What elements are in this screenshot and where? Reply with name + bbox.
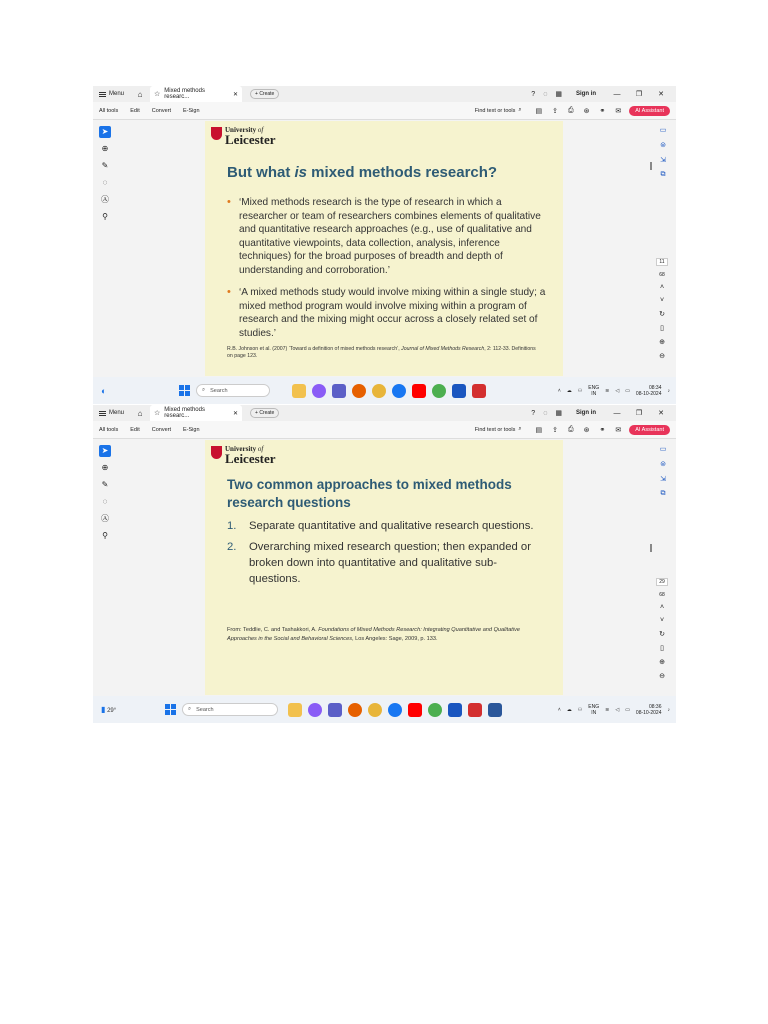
stamp-tool-icon[interactable]: ⚲ xyxy=(102,531,108,540)
page-navigation xyxy=(654,258,670,360)
copy-icon[interactable]: ⧉ xyxy=(660,171,666,178)
copilot-icon[interactable] xyxy=(308,703,322,717)
taskbar-search[interactable]: ⌕ Search xyxy=(196,384,270,397)
restore-icon[interactable]: ❐ xyxy=(635,91,643,98)
file-icon[interactable]: ▤ xyxy=(535,107,543,115)
system-tray xyxy=(558,704,670,716)
weather-icon[interactable]: ◐ xyxy=(101,385,107,396)
create-button[interactable]: + Create xyxy=(250,408,279,418)
wifi-icon[interactable]: ≋ xyxy=(605,387,610,394)
scrollbar-thumb[interactable] xyxy=(650,544,652,552)
right-panel-rail xyxy=(656,445,670,498)
search-icon: ⌕ xyxy=(202,387,206,393)
print-icon[interactable]: ⎙ xyxy=(568,106,574,114)
menu-edit[interactable]: Edit xyxy=(130,107,140,114)
people-icon[interactable]: ⚇ xyxy=(577,387,583,394)
reference-note: R.B. Johnson et al. (2007) ‘Toward a definition of mixed methods research’, Journal of Mixed Methods Research, 2: 112-33. Definitions on page 123. xyxy=(227,346,536,359)
help-icon[interactable]: ? xyxy=(531,409,536,417)
share-icon[interactable]: ⊛ xyxy=(583,107,590,115)
cloud-icon[interactable]: ☁ xyxy=(566,387,572,394)
teams-icon[interactable] xyxy=(332,384,346,398)
sign-in-button[interactable]: Sign in xyxy=(576,91,596,97)
bell-icon[interactable]: ♪ xyxy=(667,706,670,713)
page-fit-icon[interactable]: ▯ xyxy=(660,325,664,332)
menu-e-sign[interactable]: E-Sign xyxy=(183,107,200,114)
print-icon[interactable]: ⎙ xyxy=(568,425,574,433)
taskbar-search[interactable]: ⌕ Search xyxy=(182,703,278,716)
select-tool-icon[interactable]: ➤ xyxy=(99,126,111,138)
clock[interactable]: 08:36 08-10-2024 xyxy=(635,703,662,716)
home-icon[interactable]: ⌂ xyxy=(137,89,143,99)
menu-edit[interactable]: Edit xyxy=(130,426,140,433)
close-window-icon[interactable]: ✕ xyxy=(658,410,664,417)
copilot-icon[interactable] xyxy=(312,384,326,398)
acrobat-icon[interactable] xyxy=(468,703,482,717)
browser-icon[interactable] xyxy=(432,384,446,398)
mail-icon[interactable]: ✉ xyxy=(615,107,622,115)
notification-icon[interactable]: ◌ xyxy=(543,409,548,417)
chrome-icon[interactable] xyxy=(372,384,386,398)
upload-icon[interactable]: ⇪ xyxy=(552,107,559,115)
menu-button[interactable]: Menu xyxy=(99,91,131,97)
l-app-icon[interactable] xyxy=(448,703,462,717)
weather-widget[interactable]: ▮ 29° xyxy=(101,705,117,714)
list-item: • ‘Mixed methods research is the type of research in which a researcher or team of researchers combines elements of qualitative and quantitative research approaches (e.g., use of qualitative and quantitative viewpoints, data collection, analysis, inference techniques) for the broad purposes of breadth and depth of understanding and corroboration.’ xyxy=(227,196,547,277)
tab-title: Mixed methods researc... xyxy=(164,88,205,100)
menu-button[interactable]: Menu xyxy=(99,410,131,416)
zoom-out-icon[interactable]: ⊖ xyxy=(659,353,665,360)
l-app-icon[interactable] xyxy=(452,384,466,398)
facebook-icon[interactable] xyxy=(392,384,406,398)
windows-start-icon[interactable] xyxy=(165,704,176,715)
left-tool-rail xyxy=(98,126,112,223)
youtube-icon[interactable] xyxy=(412,384,426,398)
firefox-icon[interactable] xyxy=(352,384,366,398)
text-tool-icon[interactable]: Ⓐ xyxy=(101,514,109,523)
search-icon: ⌕ xyxy=(518,107,522,113)
hamburger-icon xyxy=(99,411,106,416)
bookmark-icon[interactable]: ⊜ xyxy=(660,142,666,149)
volume-icon[interactable]: ◁ xyxy=(615,706,620,713)
taskbar xyxy=(93,696,676,723)
chrome-icon[interactable] xyxy=(368,703,382,717)
windows-start-icon[interactable] xyxy=(179,385,190,396)
language-indicator[interactable]: ENG IN xyxy=(588,703,600,716)
notification-icon[interactable]: ◌ xyxy=(543,90,548,98)
slide-title: But what is mixed methods research? xyxy=(227,164,498,181)
university-logo: University of Leicester xyxy=(211,446,276,465)
apps-grid-icon[interactable]: ▦ xyxy=(555,91,562,98)
apps-grid-icon[interactable]: ▦ xyxy=(555,410,562,417)
refresh-icon[interactable]: ↻ xyxy=(659,631,665,638)
mail-icon[interactable]: ✉ xyxy=(615,426,622,434)
weather-icon: ▮ xyxy=(101,705,106,714)
right-panel-rail xyxy=(656,126,670,179)
university-logo: University of Leicester xyxy=(211,127,276,146)
share-icon[interactable]: ⊛ xyxy=(583,426,590,434)
firefox-icon[interactable] xyxy=(348,703,362,717)
page-fit-icon[interactable]: ▯ xyxy=(660,645,664,652)
document-tab[interactable] xyxy=(150,405,242,421)
language-indicator[interactable]: ENG IN xyxy=(588,384,600,397)
close-tab-icon[interactable]: ✕ xyxy=(232,91,238,98)
page-navigation xyxy=(654,578,670,680)
approaches-list xyxy=(227,518,542,592)
scrollbar-thumb[interactable] xyxy=(650,162,652,170)
link-icon[interactable]: ⚭ xyxy=(599,107,606,115)
file-explorer-icon[interactable] xyxy=(288,703,302,717)
slide-page xyxy=(205,121,563,376)
screenshot-2 xyxy=(93,405,676,723)
link-icon[interactable]: ⚭ xyxy=(599,426,606,434)
youtube-icon[interactable] xyxy=(408,703,422,717)
lasso-tool-icon[interactable]: ◌ xyxy=(102,497,108,506)
pen-tool-icon[interactable]: ✎ xyxy=(101,480,109,489)
tab-title: Mixed methods researc... xyxy=(164,407,205,419)
browser-icon[interactable] xyxy=(428,703,442,717)
screenshot-1 xyxy=(93,86,676,404)
chevron-up-icon[interactable]: ˄ xyxy=(557,706,561,713)
file-icon[interactable]: ▤ xyxy=(535,426,543,434)
taskbar-apps xyxy=(288,703,502,717)
export-icon[interactable]: ⇲ xyxy=(660,157,666,164)
home-icon[interactable]: ⌂ xyxy=(137,408,143,418)
minimize-icon[interactable]: — xyxy=(613,409,621,417)
minimize-icon[interactable]: — xyxy=(613,90,621,98)
left-tool-rail xyxy=(98,445,112,542)
chevron-up-icon[interactable]: ˄ xyxy=(659,284,665,291)
chevron-down-icon[interactable]: ˅ xyxy=(659,297,665,304)
find-tools[interactable]: Find text or tools ⌕ xyxy=(474,426,522,433)
star-icon[interactable]: ☆ xyxy=(154,410,161,417)
taskbar-apps xyxy=(292,384,486,398)
file-explorer-icon[interactable] xyxy=(292,384,306,398)
ai-assistant-button[interactable]: AI Assistant xyxy=(629,425,670,435)
comment-icon[interactable]: ▭ xyxy=(659,127,667,134)
wifi-icon[interactable]: ≋ xyxy=(605,706,610,713)
battery-icon[interactable]: ▭ xyxy=(625,387,630,394)
chevron-up-icon[interactable]: ˄ xyxy=(557,387,561,394)
list-item: • ‘A mixed methods study would involve mixing within a single study; a mixed method program would involve mixing within a program of research and the mixing might occur across a closely related set of studies.’ xyxy=(227,286,547,340)
shield-icon xyxy=(211,127,222,140)
zoom-tool-icon[interactable]: ⊕ xyxy=(101,144,109,153)
bookmark-icon[interactable]: ⊜ xyxy=(660,461,666,468)
ai-assistant-button[interactable]: AI Assistant xyxy=(629,106,670,116)
system-tray xyxy=(558,385,670,397)
main-toolbar xyxy=(93,102,676,120)
comment-icon[interactable]: ▭ xyxy=(659,446,667,453)
chevron-down-icon[interactable]: ˅ xyxy=(659,617,665,624)
current-page[interactable]: 11 xyxy=(656,258,668,266)
shield-icon xyxy=(211,446,222,459)
document-tab[interactable] xyxy=(150,86,242,102)
zoom-in-icon[interactable]: ⊕ xyxy=(659,339,665,346)
find-tools[interactable]: Find text or tools ⌕ xyxy=(474,107,522,114)
reference-note: From: Teddlie, C. and Tashakkori, A. Foundations of Mixed Methods Research: Integrating Quantitative and Qualitative Approaches in the Social and Behavioral Sciences, Los Angeles: Sage, 2009, p. 133. xyxy=(227,627,521,642)
zoom-in-icon[interactable]: ⊕ xyxy=(659,659,665,666)
volume-icon[interactable]: ◁ xyxy=(615,387,620,394)
title-bar xyxy=(93,86,676,102)
chevron-up-icon[interactable]: ˄ xyxy=(659,604,665,611)
menu-convert[interactable]: Convert xyxy=(151,426,172,433)
close-window-icon[interactable]: ✕ xyxy=(658,91,664,98)
menu-all-tools[interactable]: All tools xyxy=(99,426,119,433)
bell-icon[interactable]: ♪ xyxy=(667,387,670,394)
cloud-icon[interactable]: ☁ xyxy=(566,706,572,713)
close-tab-icon[interactable]: ✕ xyxy=(232,410,238,417)
menu-all-tools[interactable]: All tools xyxy=(99,107,119,114)
facebook-icon[interactable] xyxy=(388,703,402,717)
search-icon: ⌕ xyxy=(518,426,522,432)
text-tool-icon[interactable]: Ⓐ xyxy=(101,195,109,204)
total-pages: 68 xyxy=(659,272,665,278)
restore-icon[interactable]: ❐ xyxy=(635,410,643,417)
stamp-tool-icon[interactable]: ⚲ xyxy=(102,212,108,221)
create-button[interactable]: + Create xyxy=(250,89,279,99)
main-toolbar xyxy=(93,421,676,439)
export-icon[interactable]: ⇲ xyxy=(660,476,666,483)
people-icon[interactable]: ⚇ xyxy=(577,706,583,713)
help-icon[interactable]: ? xyxy=(531,90,536,98)
battery-icon[interactable]: ▭ xyxy=(625,706,630,713)
teams-icon[interactable] xyxy=(328,703,342,717)
list-item: 2. Overarching mixed research question; then expanded or broken down into quantitative and qualitative sub-questions. xyxy=(227,541,531,585)
total-pages: 68 xyxy=(659,592,665,598)
list-item: 1. Separate quantitative and qualitative research questions. xyxy=(227,520,534,532)
acrobat-icon[interactable] xyxy=(472,384,486,398)
lasso-tool-icon[interactable]: ◌ xyxy=(102,178,108,187)
title-bar xyxy=(93,405,676,421)
taskbar xyxy=(93,377,676,404)
zoom-tool-icon[interactable]: ⊕ xyxy=(101,463,109,472)
word-icon[interactable] xyxy=(488,703,502,717)
zoom-out-icon[interactable]: ⊖ xyxy=(659,673,665,680)
copy-icon[interactable]: ⧉ xyxy=(660,490,666,497)
sign-in-button[interactable]: Sign in xyxy=(576,410,596,416)
refresh-icon[interactable]: ↻ xyxy=(659,311,665,318)
slide-page xyxy=(205,440,563,695)
search-icon: ⌕ xyxy=(188,706,192,712)
menu-convert[interactable]: Convert xyxy=(151,107,172,114)
upload-icon[interactable]: ⇪ xyxy=(552,426,559,434)
star-icon[interactable]: ☆ xyxy=(154,91,161,98)
current-page[interactable]: 29 xyxy=(656,578,668,586)
menu-e-sign[interactable]: E-Sign xyxy=(183,426,200,433)
pen-tool-icon[interactable]: ✎ xyxy=(101,161,109,170)
hamburger-icon xyxy=(99,92,106,97)
clock[interactable]: 08:34 08-10-2024 xyxy=(635,384,662,397)
definition-list xyxy=(227,196,547,349)
select-tool-icon[interactable]: ➤ xyxy=(99,445,111,457)
slide-title: Two common approaches to mixed methods research questions xyxy=(227,477,512,510)
